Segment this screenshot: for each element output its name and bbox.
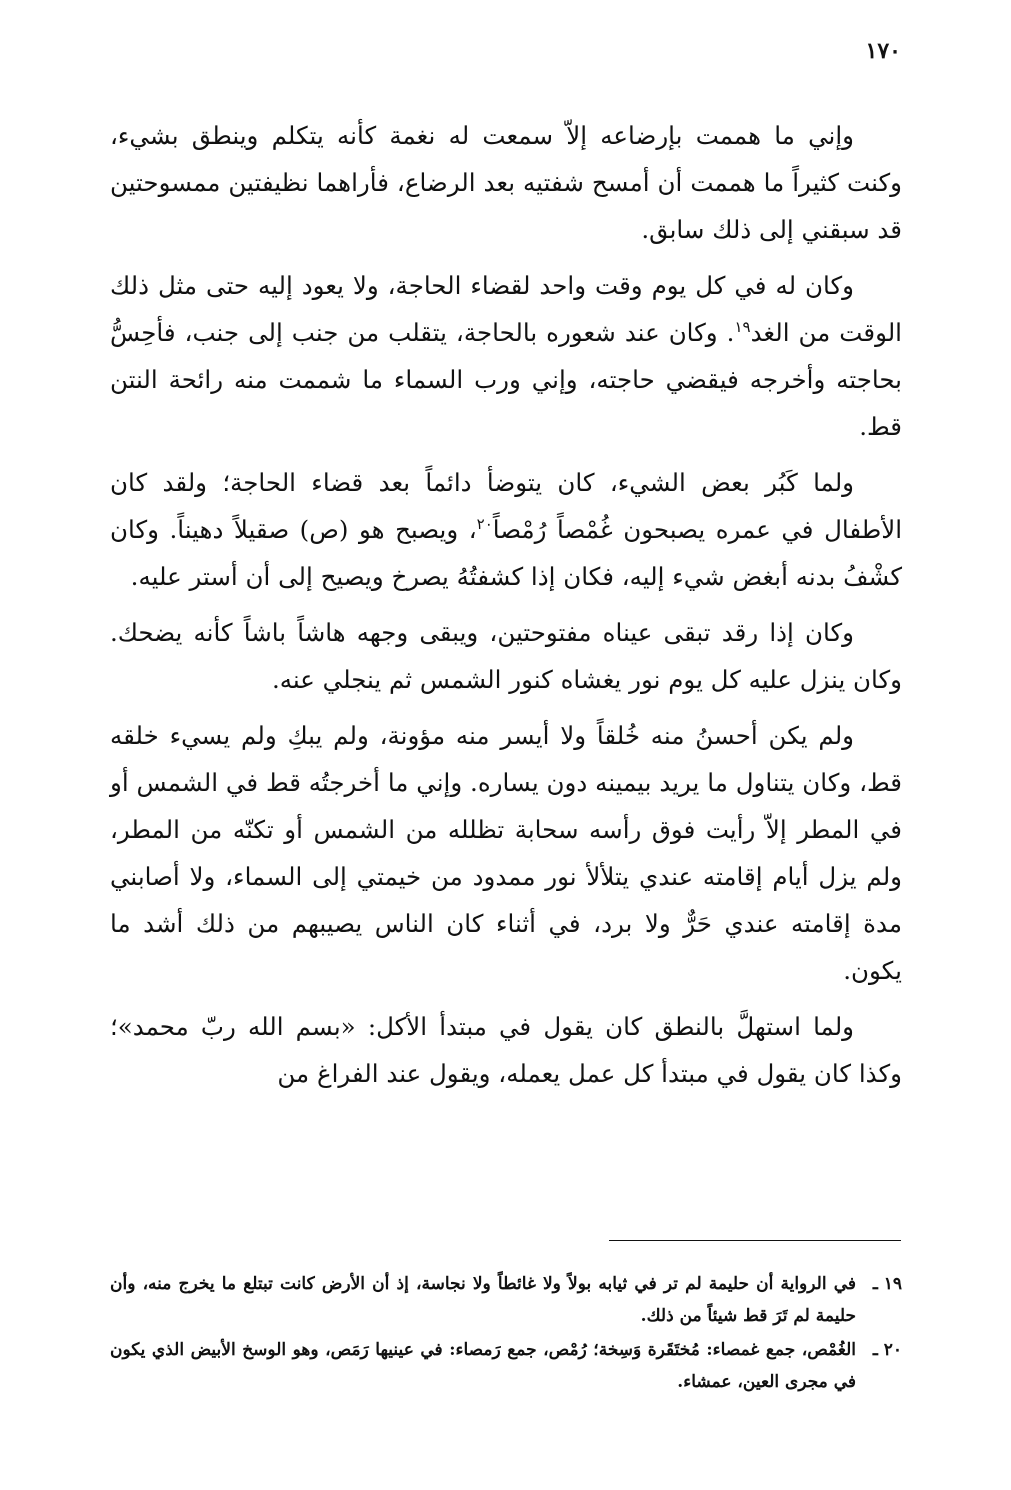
paragraph-2 xyxy=(110,262,902,450)
footnote-19-number: ١٩ ـ xyxy=(872,1274,902,1294)
footnote-19 xyxy=(110,1268,902,1332)
footnote-19-text: في الرواية أن حليمة لم تر في ثيابه بولاً ولا غائطاً ولا نجاسة، إذ أن الأرض كانت تبتلع ما يخرج منه، وأن حليمة لم تَرَ قط شيئاً من ذلك. xyxy=(110,1274,856,1326)
footnote-20 xyxy=(110,1334,902,1398)
paragraph-3 xyxy=(110,459,902,600)
paragraph-1: وإني ما هممت بإرضاعه إلاّ سمعت له نغمة كأنه يتكلم وينطق بشيء، وكنت كثيراً ما هممت أن أمسح شفتيه بعد الرضاع، فأراهما نظيفتين ممسوحتين قد سبقني إلى ذلك سابق. xyxy=(110,121,902,244)
paragraph-2-part-2: . وكان عند شعوره بالحاجة، يتقلب من جنب إلى جنب، فأحِسُّ بحاجته وأخرجه فيقضي حاجته، وإني ورب السماء ما شممت منه رائحة النتن قط. xyxy=(110,318,902,441)
paragraph-5: ولم يكن أحسنُ منه خُلقاً ولا أيسر منه مؤونة، ولم يبكِ ولم يسيء خلقه قط، وكان يتناول ما يريد بيمينه دون يساره. وإني ما أخرجتُه قط في الشمس أو في المطر إلاّ رأيت فوق رأسه سحابة تظلله من الشمس أو تكنّه من المطر، ولم يزل أيام إقامته عندي يتلألأ نور ممدود من خيمتي إلى السماء، ولا أصابني مدة إقامته عندي حَرٌّ ولا برد، في أثناء كان الناس يصيبهم من ذلك أشد ما يكون. xyxy=(110,721,902,985)
footnote-divider xyxy=(609,1240,901,1241)
body-text xyxy=(110,112,902,1106)
footnote-ref-20[interactable]: ٢٠ xyxy=(476,514,493,533)
paragraph-3-part-1: ولما كَبُر بعض الشيء، كان يتوضأ دائماً بعد قضاء الحاجة؛ ولقد كان الأطفال في عمره يصبحون غُمْصاً رُمْصاً xyxy=(110,468,903,544)
paragraph-2-part-1: وكان له في كل يوم وقت واحد لقضاء الحاجة، ولا يعود إليه حتى مثل ذلك الوقت من الغد xyxy=(110,271,902,347)
page-number: ١٧٠ xyxy=(865,38,901,64)
paragraph-6: ولما استهلَّ بالنطق كان يقول في مبتدأ الأكل: «بسم الله ربّ محمد»؛ وكذا كان يقول في مبتدأ كل عمل يعمله، ويقول عند الفراغ من xyxy=(110,1012,902,1088)
footnote-20-text: الغُمْص، جمع غمصاء: مُختَقَرة وَسِخة؛ رُمْص، جمع رَمصاء: في عينيها رَمَص، وهو الوسخ الأبيض الذي يكون في مجرى العين، عمشاء. xyxy=(110,1340,856,1392)
paragraph-3-part-2: ، ويصبح هو (ص) صقيلاً دهيناً. وكان كشْفُ بدنه أبغض شيء إليه، فكان إذا كشفتُهُ يصرخ ويصيح إلى أن أستر عليه. xyxy=(110,515,902,591)
footnote-20-number: ٢٠ ـ xyxy=(872,1340,902,1360)
footnotes xyxy=(110,1268,902,1400)
footnote-ref-19[interactable]: ١٩ xyxy=(734,317,751,336)
paragraph-4: وكان إذا رقد تبقى عيناه مفتوحتين، ويبقى وجهه هاشاً باشاً كأنه يضحك. وكان ينزل عليه كل يوم نور يغشاه كنور الشمس ثم ينجلي عنه. xyxy=(110,618,902,694)
